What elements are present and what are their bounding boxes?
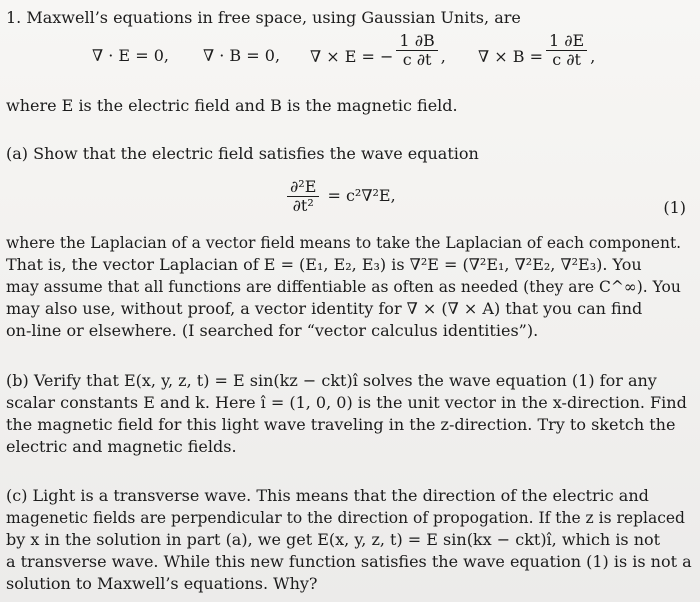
part-a-line-5: on-line or elsewhere. (I searched for “vector calculus identities”). <box>6 321 539 340</box>
part-a-line-3: may assume that all functions are diffentiable as often as needed (they are C^∞). You <box>6 278 681 296</box>
part-c-line-2: magenetic fields are perpendicular to the direction of propogation. If the z is replaced <box>6 509 685 527</box>
eq-curl-b-lhs: ∇ × B = <box>478 47 543 66</box>
eq-curl-b-denominator: c ∂t <box>552 50 581 69</box>
part-b-line-3: the magnetic field for this light wave traveling in the z-direction. Try to sketch the <box>6 415 676 434</box>
part-b-line-2: scalar constants E and k. Here î = (1, 0, 0) is the unit vector in the x-direction. Find <box>6 393 687 412</box>
eq-curl-b-numerator: 1 ∂E <box>546 32 587 51</box>
eq-curl-e-denominator: c ∂t <box>402 50 432 69</box>
part-a-line-4: may also use, without proof, a vector identity for ∇ × (∇ × A) that you can find <box>6 299 643 318</box>
part-b-line-4: electric and magnetic fields. <box>6 437 237 456</box>
eq-div-e: ∇ · E = 0, <box>92 46 169 65</box>
part-c-line-5: solution to Maxwell’s equations. Why? <box>6 574 318 593</box>
part-a-line-1: where the Laplacian of a vector field means to take the Laplacian of each component. <box>6 234 682 252</box>
wave-equation <box>284 178 396 215</box>
eq-curl-e-numerator: 1 ∂B <box>396 32 437 51</box>
wave-eq-fraction <box>287 178 319 215</box>
eq-curl-b: ∇ × B = $\frac{1 \partial E}{c \partial t}$ , <box>478 31 596 69</box>
eq-curl-b-fraction <box>546 32 587 69</box>
part-a-prompt: (a) Show that the electric field satisfies the wave equation <box>6 144 479 163</box>
equation-number: (1) <box>663 198 686 217</box>
eq-curl-e: ∇ × E = − $\frac{1 \partial B}{c \partial t}$ , <box>310 31 446 69</box>
eq-curl-e-lhs: ∇ × E = − <box>310 47 394 66</box>
part-c-line-1: (c) Light is a transverse wave. This means that the direction of the electric and <box>6 486 649 505</box>
wave-eq-rhs: = c²∇²E, <box>327 186 396 205</box>
where-line: where E is the electric field and B is the magnetic field. <box>6 96 458 115</box>
part-a-line-2: That is, the vector Laplacian of E = (E₁, E₂, E₃) is ∇²E = (∇²E₁, ∇²E₂, ∇²E₃). You <box>6 255 642 274</box>
wave-eq-denominator: ∂t² <box>292 196 314 215</box>
wave-eq-numerator: ∂²E <box>287 178 319 197</box>
part-c-line-4: a transverse wave. While this new function satisfies the wave equation (1) is is not a <box>6 552 692 571</box>
part-b-line-1: (b) Verify that E(x, y, z, t) = E sin(kz − ckt)î solves the wave equation (1) for any <box>6 371 657 390</box>
problem-intro: 1. Maxwell’s equations in free space, using Gaussian Units, are <box>6 8 521 27</box>
part-c-line-3: by x in the solution in part (a), we get E(x, y, z, t) = E sin(kx − ckt)î, which is not <box>6 530 661 549</box>
eq-curl-e-fraction <box>396 32 437 69</box>
eq-div-b: ∇ · B = 0, <box>203 46 281 65</box>
